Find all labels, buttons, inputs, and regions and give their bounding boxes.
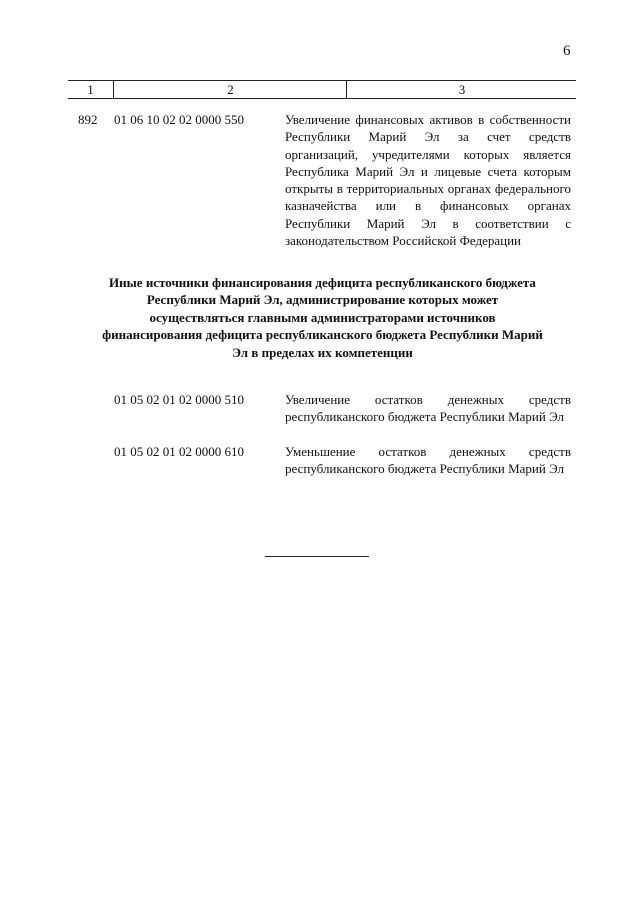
admin-code: 892: [78, 112, 98, 127]
page-number: 6: [563, 43, 571, 59]
end-rule: [265, 556, 369, 557]
row-description: Уменьшение остатков денежных средств республиканского бюджета Республики Марий Эл: [285, 444, 571, 477]
source-code: 01 06 10 02 02 0000 550: [114, 112, 244, 127]
column-header-2: 2: [113, 81, 347, 98]
source-code: 01 05 02 01 02 0000 610: [114, 444, 244, 459]
column-header-3: 3: [346, 81, 577, 98]
row-description: Увеличение остатков денежных средств республиканского бюджета Республики Марий Эл: [285, 392, 571, 425]
section-heading: Иные источники финансирования дефицита республиканского бюджета Республики Марий Эл, администрирование которых может осуществляться главными администраторами источников финансирования дефицита республиканского бюджета Республики Марий Эл в пределах их компетенции: [102, 275, 543, 360]
table-header: [68, 80, 576, 99]
source-code: 01 05 02 01 02 0000 510: [114, 392, 244, 407]
row-description: Увеличение финансовых активов в собственности Республики Марий Эл за счет средств организаций, учредителями которых является Республика Марий Эл и лицевые счета которым открыты в территориальных органах федерального казначейства или в финансовых органах Республики Марий Эл в соответствии с законодательством Российской Федерации: [285, 112, 571, 249]
column-header-1: 1: [87, 82, 94, 97]
